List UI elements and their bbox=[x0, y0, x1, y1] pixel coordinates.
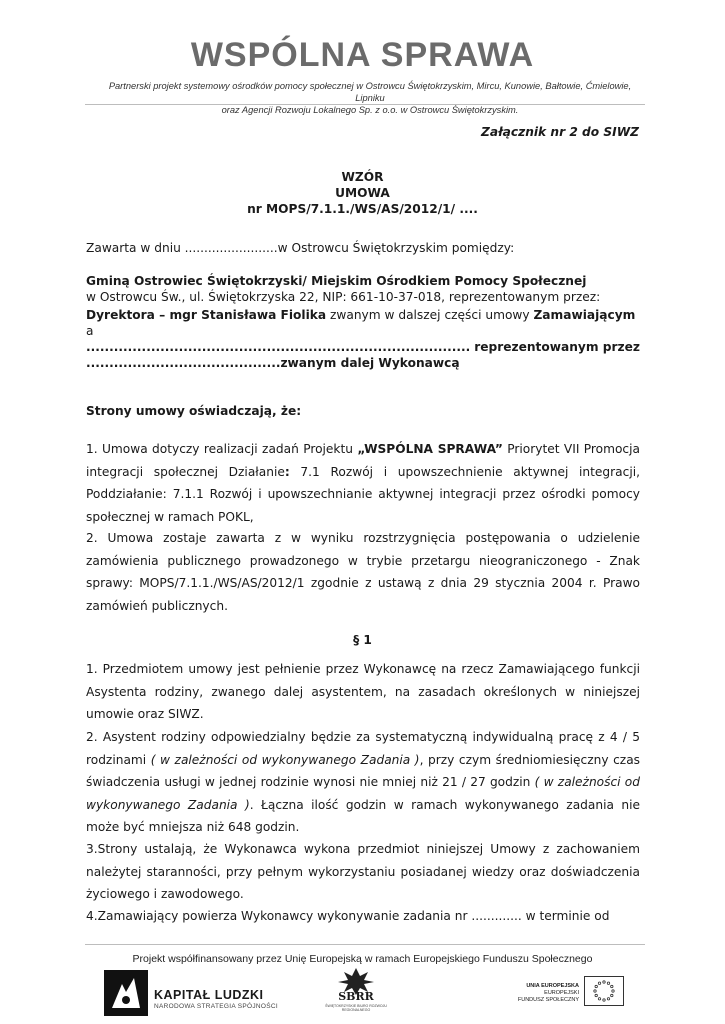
director-text: zwanym w dalszej części umowy bbox=[326, 308, 534, 322]
item-2-text-a: 2. Asystent rodziny odpowiedzialny będzie za systematyczną indywidualną pracę z 4 / 5 rodzinami bbox=[86, 730, 640, 767]
eu-flag-icon bbox=[584, 976, 624, 1006]
project-name: „WSPÓLNA SPRAWA” bbox=[357, 442, 503, 456]
kapital-ludzki-subtitle: NARODOWA STRATEGIA SPÓJNOŚCI bbox=[154, 1003, 278, 1010]
sbrr-subtitle: ŚWIĘTOKRZYSKIE BIURO ROZWOJU REGIONALNEGO bbox=[325, 1004, 387, 1012]
section1-item-3: 3.Strony ustalają, że Wykonawca wykona przedmiot niniejszej Umowy z zachowaniem należytej staranności, przy pełnym wykorzystaniu posiadanej wiedzy oraz doświadczenia życiowego i zawodowego. bbox=[86, 842, 640, 901]
kapital-ludzki-emblem-icon bbox=[104, 970, 148, 1016]
section1-item-2 bbox=[86, 726, 640, 839]
parties-declare-heading: Strony umowy oświadczają, że: bbox=[86, 404, 302, 418]
partner-description bbox=[100, 80, 640, 116]
eu-text bbox=[515, 983, 579, 1004]
item-2-italic-1: ( w zależności od wykonywanego Zadania ) bbox=[150, 752, 420, 767]
eu-line-2: EUROPEJSKI bbox=[544, 990, 579, 996]
director-line bbox=[86, 307, 641, 323]
item-2-italic-2: ( w zależności od wykonywanego Zadania ) bbox=[86, 775, 640, 812]
sbrr-title: SBRR bbox=[338, 990, 374, 1003]
contract-number: nr MOPS/7.1.1./WS/AS/2012/1/ .... bbox=[247, 202, 478, 216]
item-2-text-b: , przy czym średniomiesięczny czas świadczenia usługi w jednej rodzinie wynosi nie mniej niż 21 / 27 godzin bbox=[86, 752, 641, 789]
header-logo-title: WSPÓLNA SPRAWA bbox=[190, 36, 535, 74]
title-umowa: UMOWA bbox=[335, 186, 390, 200]
point-1 bbox=[86, 438, 640, 528]
party1-name: Gminą Ostrowiec Świętokrzyski/ Miejskim Ośrodkiem Pomocy Społecznej bbox=[86, 274, 587, 288]
director-name: Dyrektora – mgr Stanisława Fiolika bbox=[86, 308, 327, 322]
title-wzor: WZÓR bbox=[341, 170, 384, 184]
partner-line-2: oraz Agencji Rozwoju Lokalnego Sp. z o.o. w Ostrowcu Świętokrzyskim. bbox=[221, 105, 519, 115]
cofinance-note: Projekt współfinansowany przez Unię Europejską w ramach Europejskiego Funduszu Społecznego bbox=[132, 953, 593, 965]
section-sign: § 1 bbox=[353, 633, 372, 647]
concluded-line: Zawarta w dniu ........................w Ostrowcu Świętokrzyskim pomiędzy: bbox=[86, 241, 515, 255]
item-2-text-c: . Łączna ilość godzin w ramach wykonywanego zadania nie może być mniejsza niż 648 godzin. bbox=[86, 797, 640, 834]
point-1-text-b: Priorytet VII Promocja integracji społecznej Działanie bbox=[86, 442, 640, 479]
point-2: 2. Umowa zostaje zawarta z w wyniku rozstrzygnięcia postępowania o udzielenie zamówienia publicznego prowadzonego w trybie przetargu nieograniczonego - Znak sprawy: MOPS/7.1.1./WS/AS/2012/1 zgodnie z ustawą z dnia 29 stycznia 2004 r. Prawo zamówień publicznych. bbox=[86, 531, 640, 613]
eu-line-3: FUNDUSZ SPOŁECZNY bbox=[517, 997, 579, 1003]
point-1-colon: : bbox=[284, 464, 290, 479]
represented-by: reprezentowanym przez bbox=[474, 340, 640, 354]
party1-address: w Ostrowcu Św., ul. Świętokrzyska 22, NIP: 661-10-37-018, reprezentowanym przez: bbox=[86, 290, 601, 304]
contractor-dots: ................................................................................... bbox=[86, 340, 471, 354]
zamawiajacy-term: Zamawiającym bbox=[533, 308, 636, 322]
kapital-ludzki-title: KAPITAŁ LUDZKI bbox=[154, 988, 264, 1002]
footer-divider bbox=[85, 944, 645, 945]
eu-line-1: UNIA EUROPEJSKA bbox=[526, 983, 579, 989]
header-divider bbox=[85, 104, 645, 105]
section1-item-4: 4.Zamawiający powierza Wykonawcy wykonywanie zadania nr ............. w terminie od bbox=[86, 909, 610, 923]
section1-item-1: 1. Przedmiotem umowy jest pełnienie przez Wykonawcę na rzecz Zamawiającego funkcji Asystenta rodziny, zwanego dalej asystentem, na zasadach określonych w niniejszej umowie oraz SIWZ. bbox=[86, 662, 640, 721]
and-word: a bbox=[86, 324, 94, 338]
contractor-line-1 bbox=[86, 339, 640, 355]
partner-line-1: Partnerski projekt systemowy ośrodków pomocy społecznej w Ostrowcu Świętokrzyskim, Mircu, Kunowie, Bałtowie, Ćmielowie, Lipniku bbox=[108, 81, 632, 103]
attachment-label: Załącznik nr 2 do SIWZ bbox=[481, 125, 639, 139]
point-1-text-a: 1. Umowa dotyczy realizacji zadań Projektu bbox=[86, 442, 358, 456]
point-1-text-c: 7.1 Rozwój i upowszechnienie aktywnej integracji, Poddziałanie: 7.1.1 Rozwój i upowszechnianie aktywnej integracji przez ośrodki pomocy społecznej w ramach POKL, bbox=[86, 464, 640, 524]
contractor-line-2: ..........................................zwanym dalej Wykonawcą bbox=[86, 356, 460, 370]
